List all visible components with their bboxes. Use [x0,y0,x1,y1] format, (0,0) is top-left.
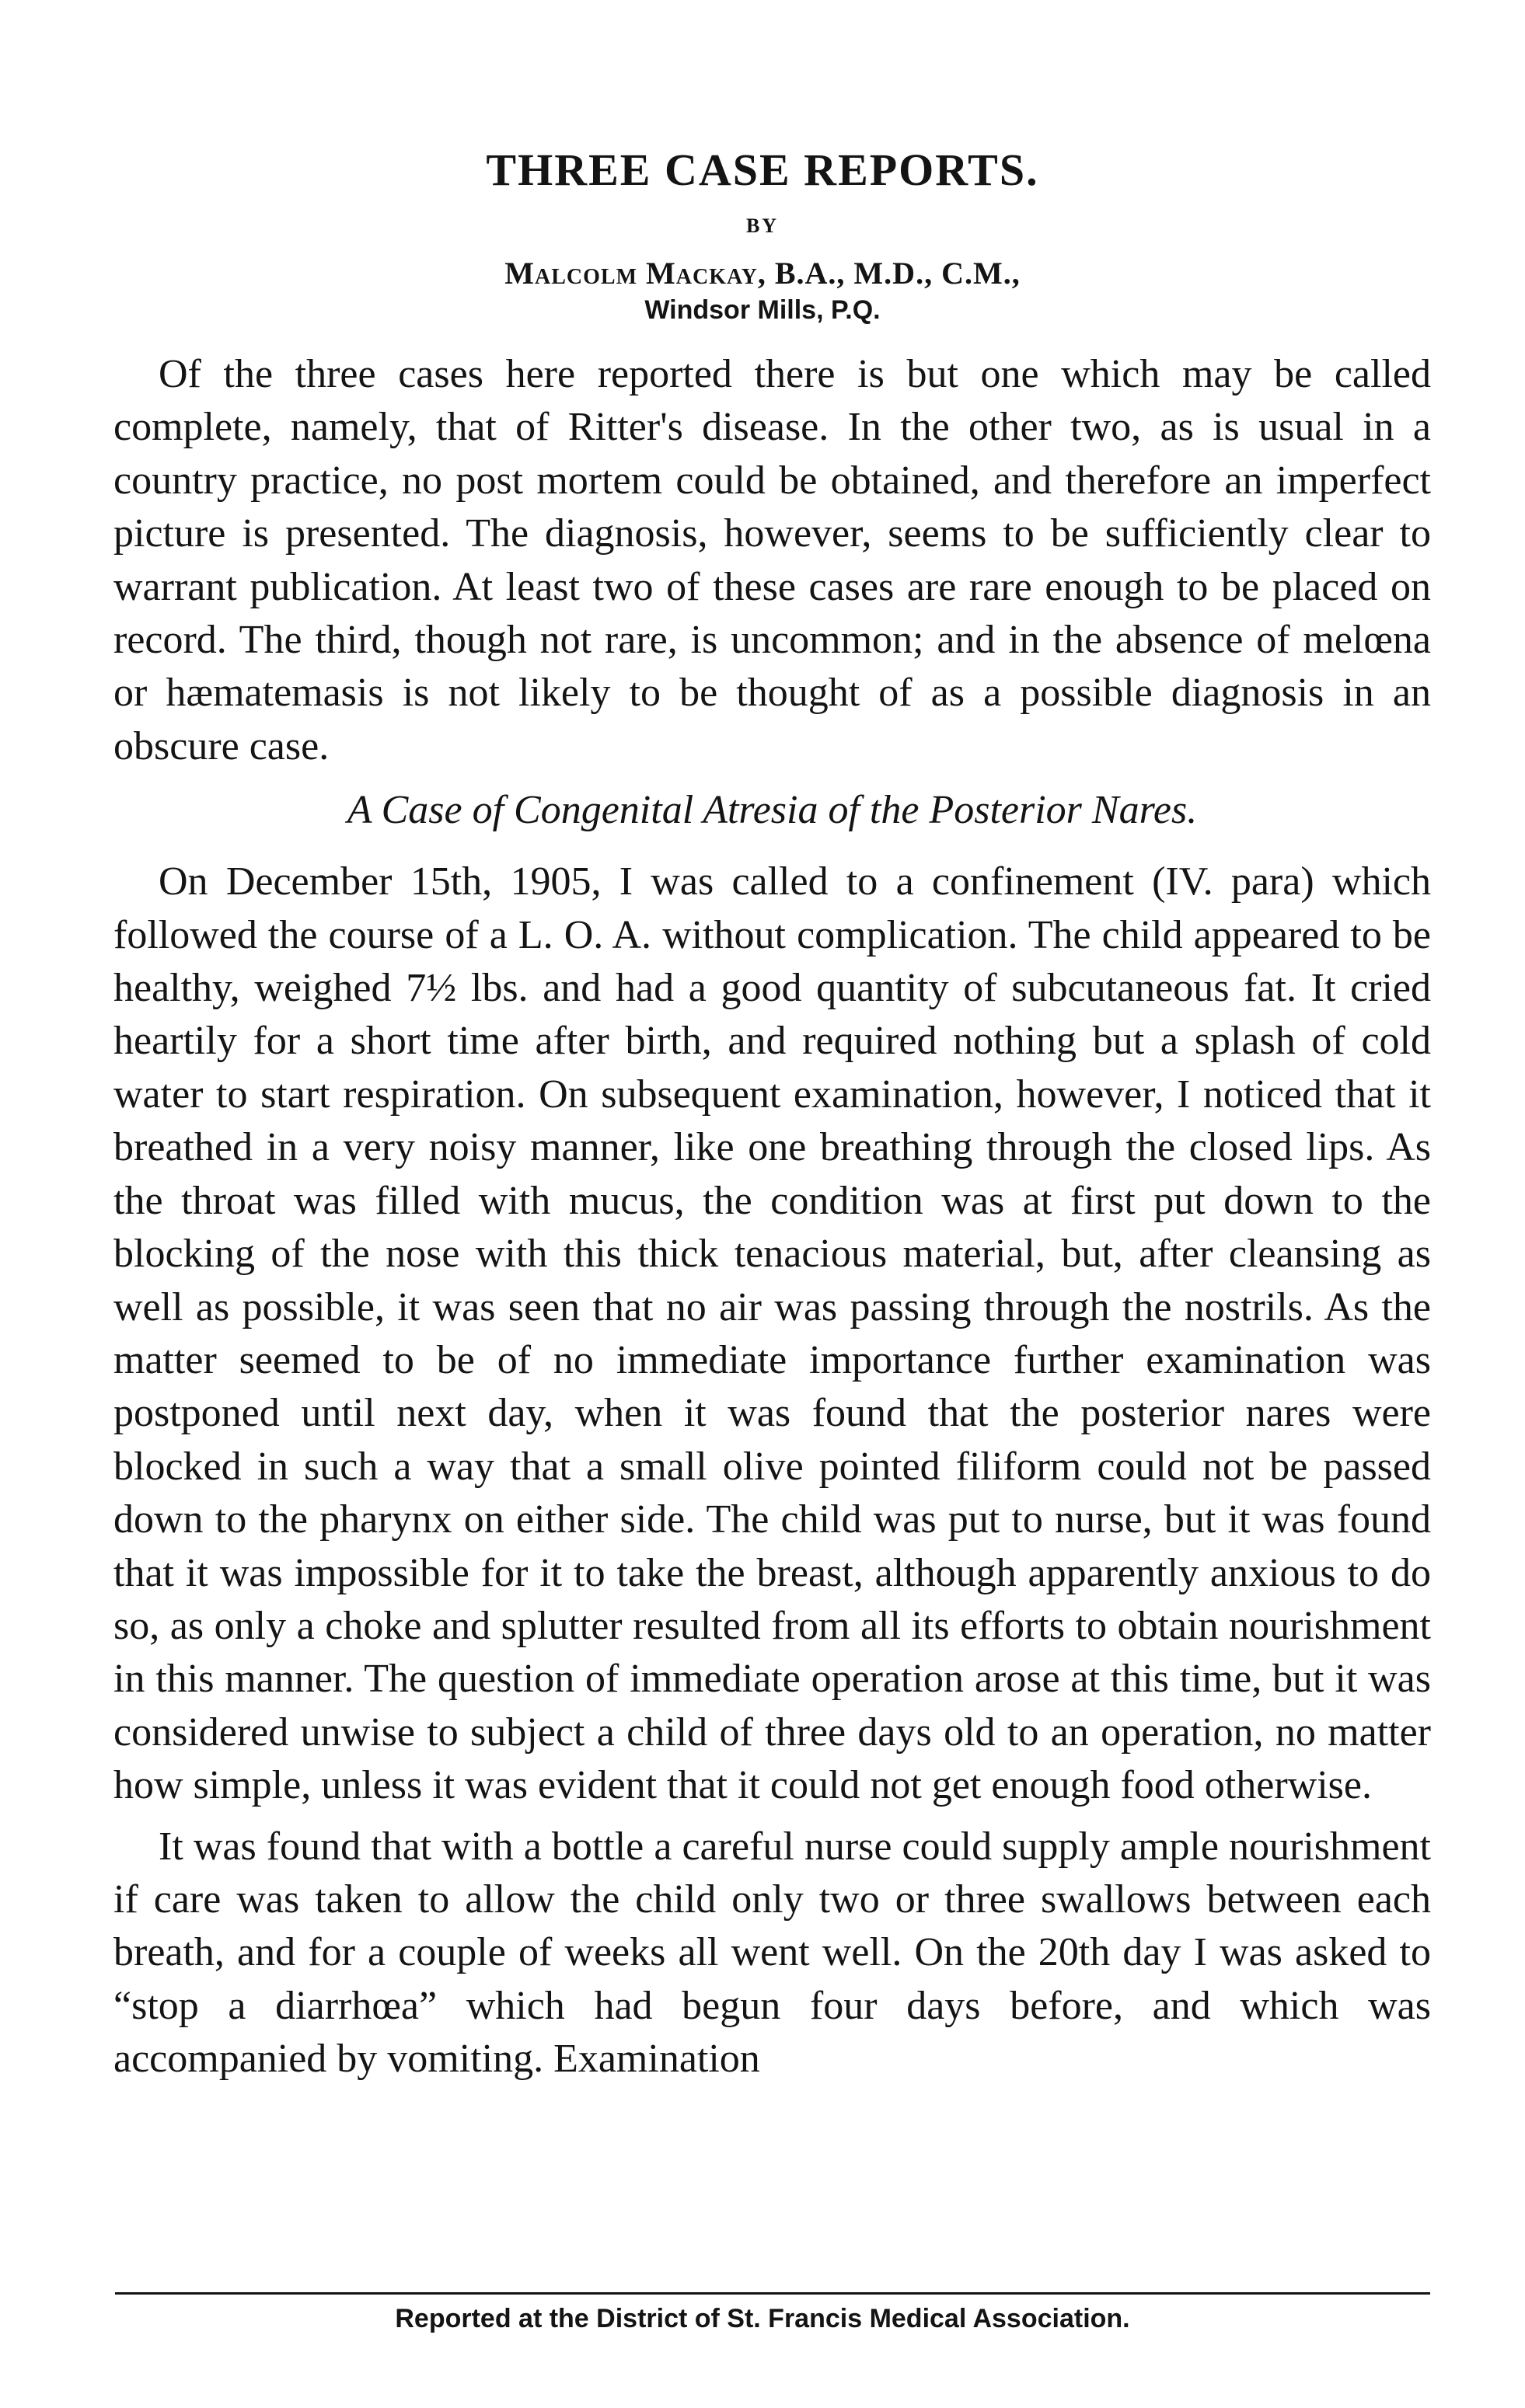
footnote-divider [115,2292,1430,2295]
footnote: Reported at the District of St. Francis Medical Association. [395,2304,1130,2333]
article-body [113,348,1431,2086]
byline: BY [745,214,780,237]
case-paragraph-1: On December 15th, 1905, I was called to a confinement (IV. para) which followed the course of a L. O. A. without complication. The child appeared to be healthy, weighed 7½ lbs. and had a good quantity of subcutaneous fat. It cried heartily for a short time after birth, and required nothing but a splash of cold water to start respiration. On subsequent examination, however, I noticed that it breathed in a very noisy manner, like one breathing through the closed lips. As the throat was filled with mucus, the condition was at first put down to the blocking of the nose with this thick tenacious material, but, after cleansing as well as possible, it was seen that no air was passing through the nostrils. As the matter seemed to be of no immediate importance further examination was postponed until next day, when it was found that the posterior nares were blocked in such a way that a small olive pointed filiform could not be passed down to the pharynx on either side. The child was put to nurse, but it was found that it was impossible for it to take the breast, although apparently anxious to do so, as only a choke and splutter resulted from all its efforts to obtain nourishment in this manner. The question of immediate operation arose at this time, but it was considered unwise to subject a child of three days old to an operation, no matter how simple, unless it was evident that it could not get enough food otherwise. [113,859,1431,1808]
article-title: THREE CASE REPORTS. [486,145,1039,195]
author-location: Windsor Mills, P.Q. [644,295,881,325]
intro-paragraph: Of the three cases here reported there is but one which may be called complete, namely, that of Ritter's disease. In the other two, as is usual in a country practice, no post mortem could be obtained, and therefore an imperfect picture is presented. The diagnosis, however, seems to be sufficiently clear to warrant publication. At least two of these cases are rare enough to be placed on record. The third, though not rare, is uncommon; and in the absence of melœna or hæmatemasis is not likely to be thought of as a possible diagnosis in an obscure case. [113,352,1431,768]
author-name: Malcolm Mackay, B.A., M.D., C.M., [504,256,1021,291]
case-heading: A Case of Congenital Atresia of the Posterior Nares. [347,788,1198,833]
case-paragraph-2: It was found that with a bottle a careful nurse could supply ample nourishment if care was taken to allow the child only two or three swallows between each breath, and for a couple of weeks all went well. On the 20th day I was asked to “stop a diarrhœa” which had begun four days before, and which was accompanied by vomiting. Examination [113,1824,1431,2082]
